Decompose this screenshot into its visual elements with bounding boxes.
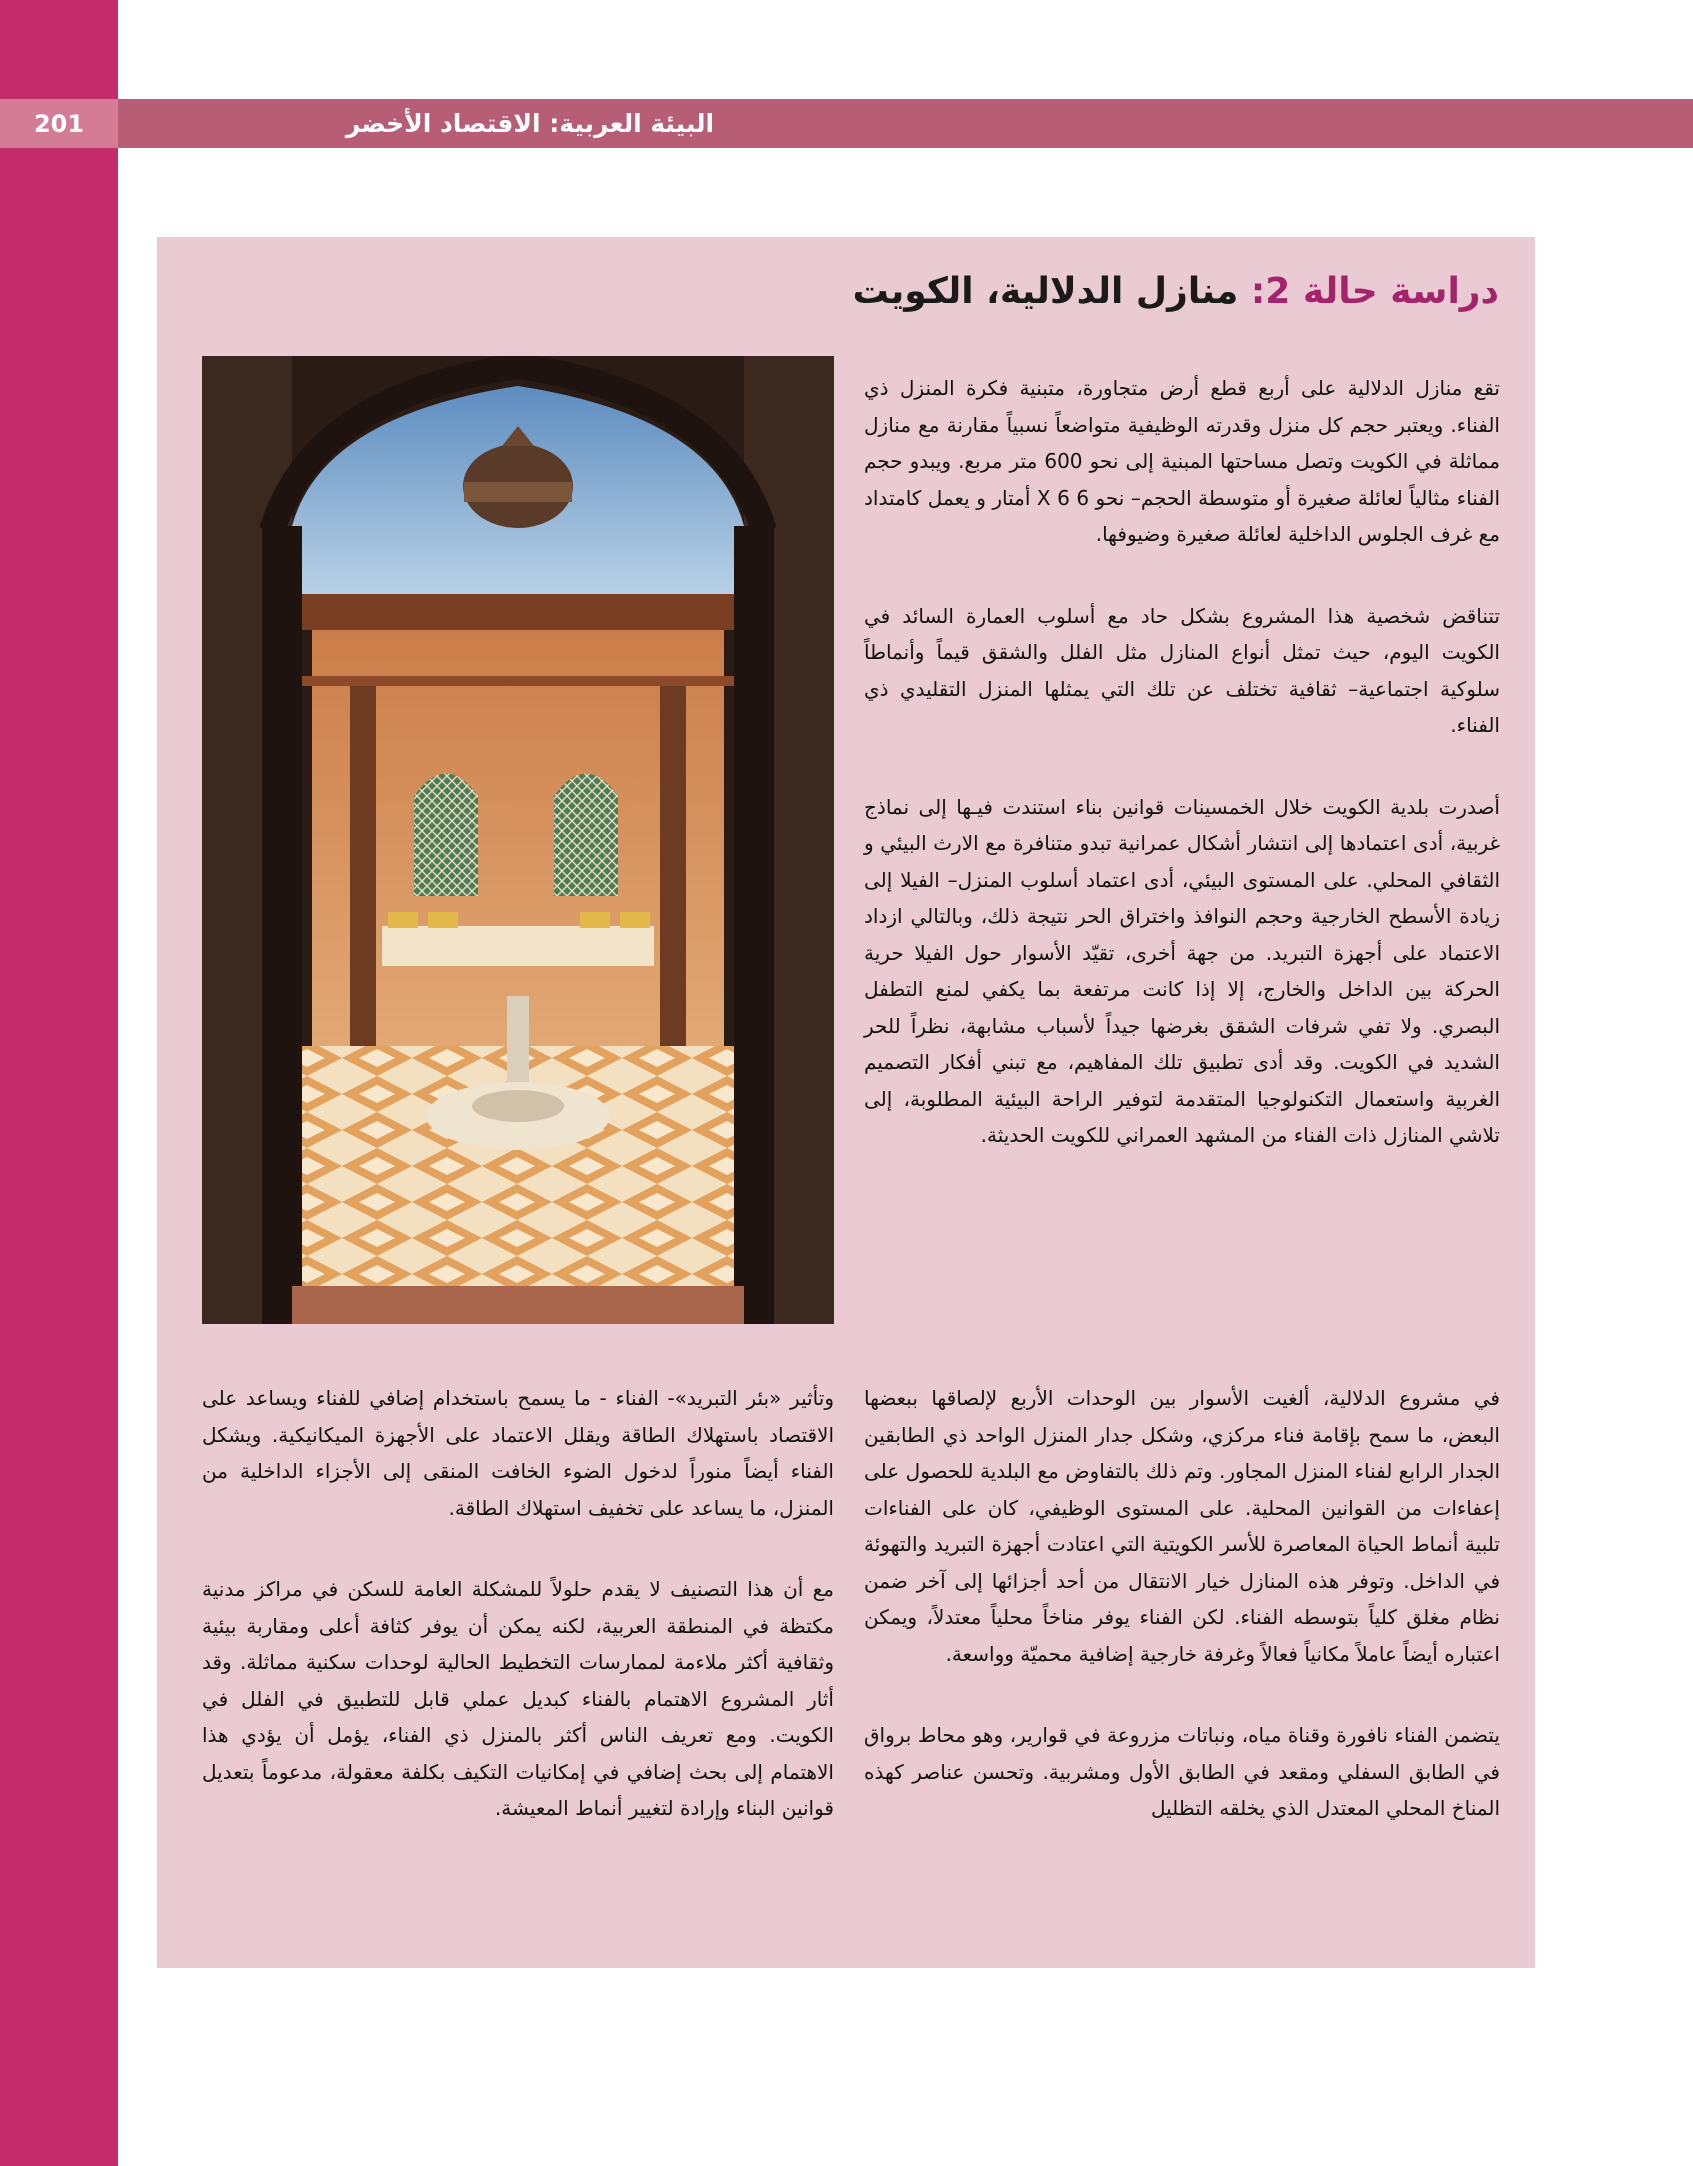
paragraph: تقع منازل الدلالية على أربع قطع أرض متجاورة، متبنية فكرة المنزل ذي الفناء. ويعتبر حجم كل منزل وقدرته الوظيفية متواضعاً نسبياً مقارنة مع منازل مماثلة في الكويت وتصل مساحتها المبنية إلى نحو 600 متر مربع. ويبدو حجم الفناء مثالياً لعائلة صغيرة أو متوسطة الحجم– نحو 6 X 6 أمتار و يعمل كامتداد مع غرف الجلوس الداخلية لعائلة صغيرة وضيوفها. (864, 376, 1501, 546)
paragraph: تتناقض شخصية هذا المشروع بشكل حاد مع أسلوب العمارة السائد في الكويت اليوم، حيث تمثل أنواع المنازل مثل الفلل والشقق قيماً وأنماطاً سلوكية اجتماعية– ثقافية تختلف عن تلك التي يمثلها المنزل التقليدي ذي الفناء. (864, 603, 1500, 737)
running-header: البيئة العربية: الاقتصاد الأخضر (345, 109, 715, 138)
case-study-title (599, 262, 1499, 322)
header-band (0, 99, 1693, 148)
column-left-bottom (202, 1380, 834, 1872)
case-study-name: منازل الدلالية، الكويت (852, 271, 1239, 312)
paragraph: أصدرت بلدية الكويت خلال الخمسينات قوانين بناء استندت فيـها إلى نماذج غربية، أدى اعتمادها إلى انتشار أشكال عمرانية تبدو متنافرة مع الارث البيئي و الثقافي المحلي. على المستوى البيئي، أدى اعتماد أسلوب المنزل– الفيلا إلى زيادة الأسطح الخارجية وحجم النوافذ واختراق الحر نتيجة ذلك، وبالتالي ازداد الاعتماد على أجهزة التبريد. من جهة أخرى، تقيّد الأسوار حول الفيلا حرية الحركة بين الداخل والخارج، إلا إذا كانت مرتفعة بما يكفي لمنع التطفل البصري. ولا تفي شرفات الشقق بغرضها جيداً لأسباب مشابهة، نظراً للحر الشديد في الكويت. وقد أدى تطبيق تلك المفاهيم، مع تبني أفكار التصميم الغربية واستعمال التكنولوجيا المتقدمة لتوفير الراحة البيئية المطلوبة، إلى تلاشي المنازل ذات الفناء من المشهد العمراني للكويت الحديثة. (864, 794, 1500, 1147)
column-right-top (864, 370, 1500, 1199)
case-study-label: دراسة حالة 2: (1250, 271, 1499, 312)
paragraph: في مشروع الدلالية، ألغيت الأسوار بين الوحدات الأربع لإلصاقها ببعضها البعض، ما سمح بإقامة فناء مركزي، وشكل جدار المنزل الواحد ذي الطابقين الجدار الرابع لفناء المنزل المجاور. وتم ذلك بالتفاوض مع البلدية للحصول على إعفاءات من القوانين المحلية. على المستوى الوظيفي، كان على الفناءات تلبية أنماط الحياة المعاصرة للأسر الكويتية التي اعتادت أجهزة التبريد والتهوئة في الداخل. وتوفر هذه المنازل خيار الانتقال من أحد أجزائها إلى آخر ضمن نظام مغلق كلياً بتوسطه الفناء. لكن الفناء يوفر مناخاً محلياً معتدلاً، ويمكن اعتباره أيضاً عاملاً مكانياً فعالاً وغرفة خارجية إضافية محميّة وواسعة. (864, 1386, 1500, 1666)
paragraph: يتضمن الفناء نافورة وقناة مياه، ونباتات مزروعة في قوارير، وهو محاط برواق في الطابق السفلي ومقعد في الطابق الأول ومشربية. وتحسن عناصر كهذه المناخ المحلي المعتدل الذي يخلقه التظليل (864, 1723, 1500, 1820)
courtyard-photo (202, 356, 834, 1324)
page-number: 201 (0, 99, 118, 148)
side-color-bar (0, 0, 118, 2166)
paragraph: مع أن هذا التصنيف لا يقدم حلولاً للمشكلة العامة للسكن في مراكز مدنية مكتظة في المنطقة العربية، لكنه يمكن أن يوفر كثافة أعلى ومقاربة بيئية وثقافية أكثر ملاءمة لممارسات التخطيط الحالية لوحدات سكنية مماثلة. وقد أثار المشروع الاهتمام بالفناء كبديل عملي قابل للتطبيق في الفلل في الكويت. ومع تعريف الناس أكثر بالمنزل ذي الفناء، يؤمل أن يؤدي هذا الاهتمام إلى بحث إضافي في إمكانيات التكيف بكلفة معقولة، مدعوماً بتعديل قوانين البناء وإرادة لتغيير أنماط المعيشة. (202, 1577, 834, 1820)
column-right-bottom (864, 1380, 1500, 1872)
paragraph: وتأثير «بئر التبريد»- الفناء - ما يسمح باستخدام إضافي للفناء ويساعد على الاقتصاد باستهلاك الطاقة ويقلل الاعتماد على الأجهزة الميكانيكية. ويشكل الفناء أيضاً منوراً لدخول الضوء الخافت المنقى إلى الأجزاء الداخلية من المنزل، ما يساعد على تخفيف استهلاك الطاقة. (202, 1386, 834, 1520)
